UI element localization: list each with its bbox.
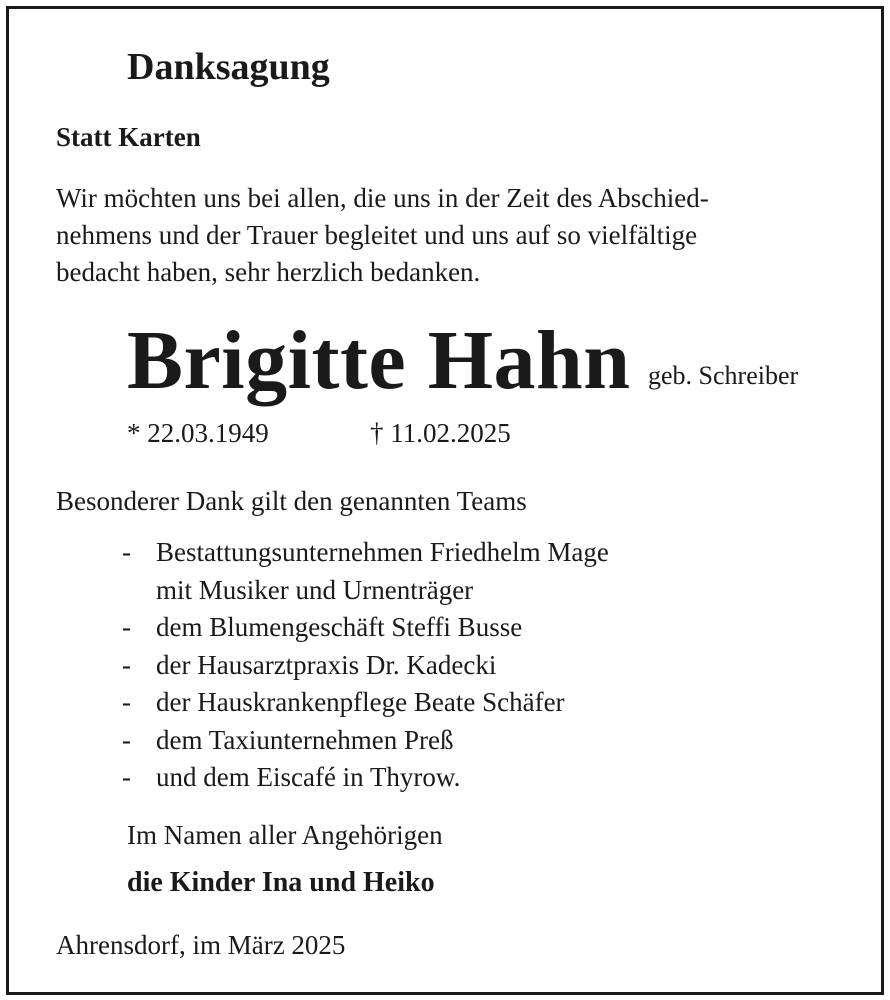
list-item: [122, 647, 609, 685]
list-item: [122, 534, 609, 609]
list-item-text: dem Blumengeschäft Steffi Busse: [156, 612, 523, 642]
death-date: † 11.02.2025: [370, 418, 511, 448]
thanks-list: [122, 534, 609, 797]
list-dash: -: [122, 537, 131, 567]
list-dash: -: [122, 649, 131, 680]
list-item-text: Bestattungsunternehmen Friedhelm Mage: [156, 537, 609, 567]
signature: die Kinder Ina und Heiko: [127, 867, 435, 898]
intro-line: Wir möchten uns bei allen, die uns in der Zeit des Abschied-: [56, 183, 709, 213]
list-item: [122, 759, 609, 797]
list-item-text: und dem Eiscafé in Thyrow.: [156, 762, 461, 792]
birth-date: * 22.03.1949: [127, 418, 269, 448]
notice-title: Danksagung: [127, 46, 330, 88]
list-item: [122, 722, 609, 760]
list-item: [122, 684, 609, 722]
intro-line: nehmens und der Trauer begleitet und uns auf so vielfältige: [56, 220, 698, 250]
notice-subtitle: Statt Karten: [56, 122, 201, 152]
deceased-name: Brigitte Hahn: [127, 314, 631, 407]
list-item-text: der Hauskrankenpflege Beate Schäfer: [156, 687, 565, 717]
intro-paragraph: [56, 180, 709, 291]
place-date: Ahrensdorf, im März 2025: [56, 930, 346, 960]
list-item: [122, 609, 609, 647]
list-dash: -: [122, 724, 131, 755]
list-item-text: der Hausarztpraxis Dr. Kadecki: [156, 649, 497, 680]
closing-line: Im Namen aller Angehörigen: [127, 820, 443, 850]
thanks-intro: Besonderer Dank gilt den genannten Teams: [56, 486, 527, 516]
list-dash: -: [122, 762, 131, 792]
list-item-text: mit Musiker und Urnenträger: [156, 574, 474, 605]
deceased-birth-name: geb. Schreiber: [648, 361, 799, 390]
list-item-text: dem Taxiunternehmen Preß: [156, 724, 454, 755]
list-dash: -: [122, 687, 131, 717]
intro-line: bedacht haben, sehr herzlich bedanken.: [56, 257, 481, 287]
list-dash: -: [122, 612, 131, 642]
